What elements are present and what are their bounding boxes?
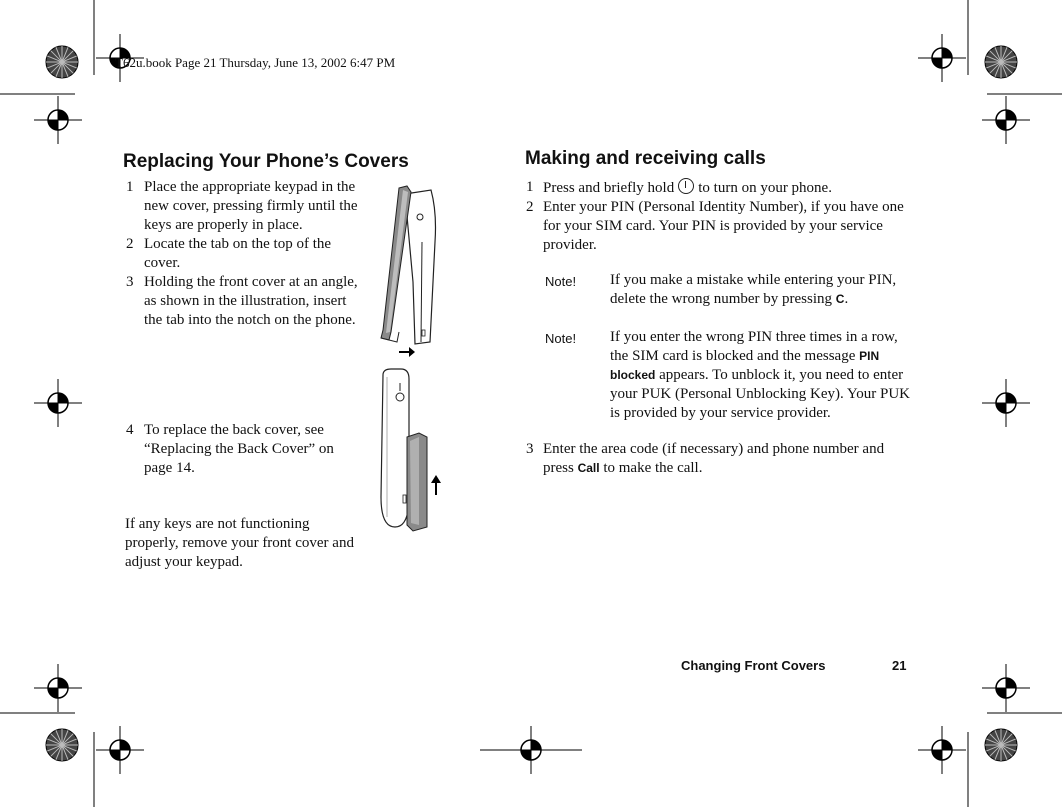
footer-section-name: Changing Front Covers <box>681 658 826 673</box>
step-text: Enter your PIN (Personal Identity Number), if you have one for your SIM card. Your PIN is provided by your service provider. <box>543 199 904 253</box>
section-title-covers: Replacing Your Phone’s Covers <box>123 151 409 172</box>
message-pin-blocked: PIN blocked <box>610 349 880 382</box>
step-number: 2 <box>126 236 134 252</box>
key-call: Call <box>577 461 600 475</box>
step-text: Holding the front cover at an angle, as shown in the illustration, insert the tab into the notch on the phone. <box>144 274 358 328</box>
power-key-icon <box>678 178 694 194</box>
note-label: Note! <box>545 331 577 346</box>
list-item <box>126 178 358 235</box>
running-head: T62u.book Page 21 Thursday, June 13, 2002 6:47 PM <box>115 55 396 70</box>
step-text: Press and briefly hold <box>543 180 675 196</box>
note-label: Note! <box>545 274 577 289</box>
step-text: To replace the back cover, see “Replacing the Back Cover” on page 14. <box>144 422 334 476</box>
arrow-up-icon <box>431 475 441 495</box>
list-item <box>526 440 916 478</box>
list-item <box>526 198 916 255</box>
list-item <box>126 273 358 330</box>
note-text-part: If you make a mistake while entering your PIN, delete the wrong number by pressing <box>610 272 897 307</box>
note-text-part: If you enter the wrong PIN three times in a row, the SIM card is blocked and the message <box>610 329 898 364</box>
section-title-calls: Making and receiving calls <box>525 148 766 169</box>
note-text <box>610 328 915 423</box>
front-cover-illustration <box>375 182 450 360</box>
back-cover-steps-list <box>126 421 358 478</box>
key-c: C <box>835 292 845 306</box>
keypad-paragraph: If any keys are not functioning properly, remove your front cover and adjust your keypad. <box>125 516 354 570</box>
step-number: 1 <box>526 179 534 195</box>
step-number: 1 <box>126 179 134 195</box>
list-item <box>126 421 358 478</box>
page-number: 21 <box>892 658 907 673</box>
step-text: Enter the area code (if necessary) and phone number and press <box>543 441 885 476</box>
note-text-part: . <box>844 291 849 307</box>
step-text: Place the appropriate keypad in the new cover, pressing firmly until the keys are properly in place. <box>144 179 358 233</box>
arrow-right-icon <box>399 347 415 357</box>
step-text: Locate the tab on the top of the cover. <box>144 236 332 271</box>
list-item <box>126 235 358 273</box>
note-text <box>610 271 915 309</box>
list-item <box>526 178 916 198</box>
back-cover-illustration <box>375 367 450 532</box>
step-text: to turn on your phone. <box>698 180 832 196</box>
step-number: 3 <box>526 441 534 457</box>
step-number: 4 <box>126 422 134 438</box>
cover-steps-list <box>126 178 358 330</box>
note-text-part: appears. To unblock it, you need to enter your PUK (Personal Unblocking Key). Your PUK is provided by your service provider. <box>610 367 910 421</box>
step-number: 3 <box>126 274 134 290</box>
note-pin-mistake <box>545 271 915 309</box>
step-text: to make the call. <box>603 460 703 476</box>
calls-steps-top <box>526 178 916 255</box>
note-pin-blocked <box>545 328 915 423</box>
calls-steps-bottom <box>526 440 916 478</box>
step-number: 2 <box>526 199 534 215</box>
